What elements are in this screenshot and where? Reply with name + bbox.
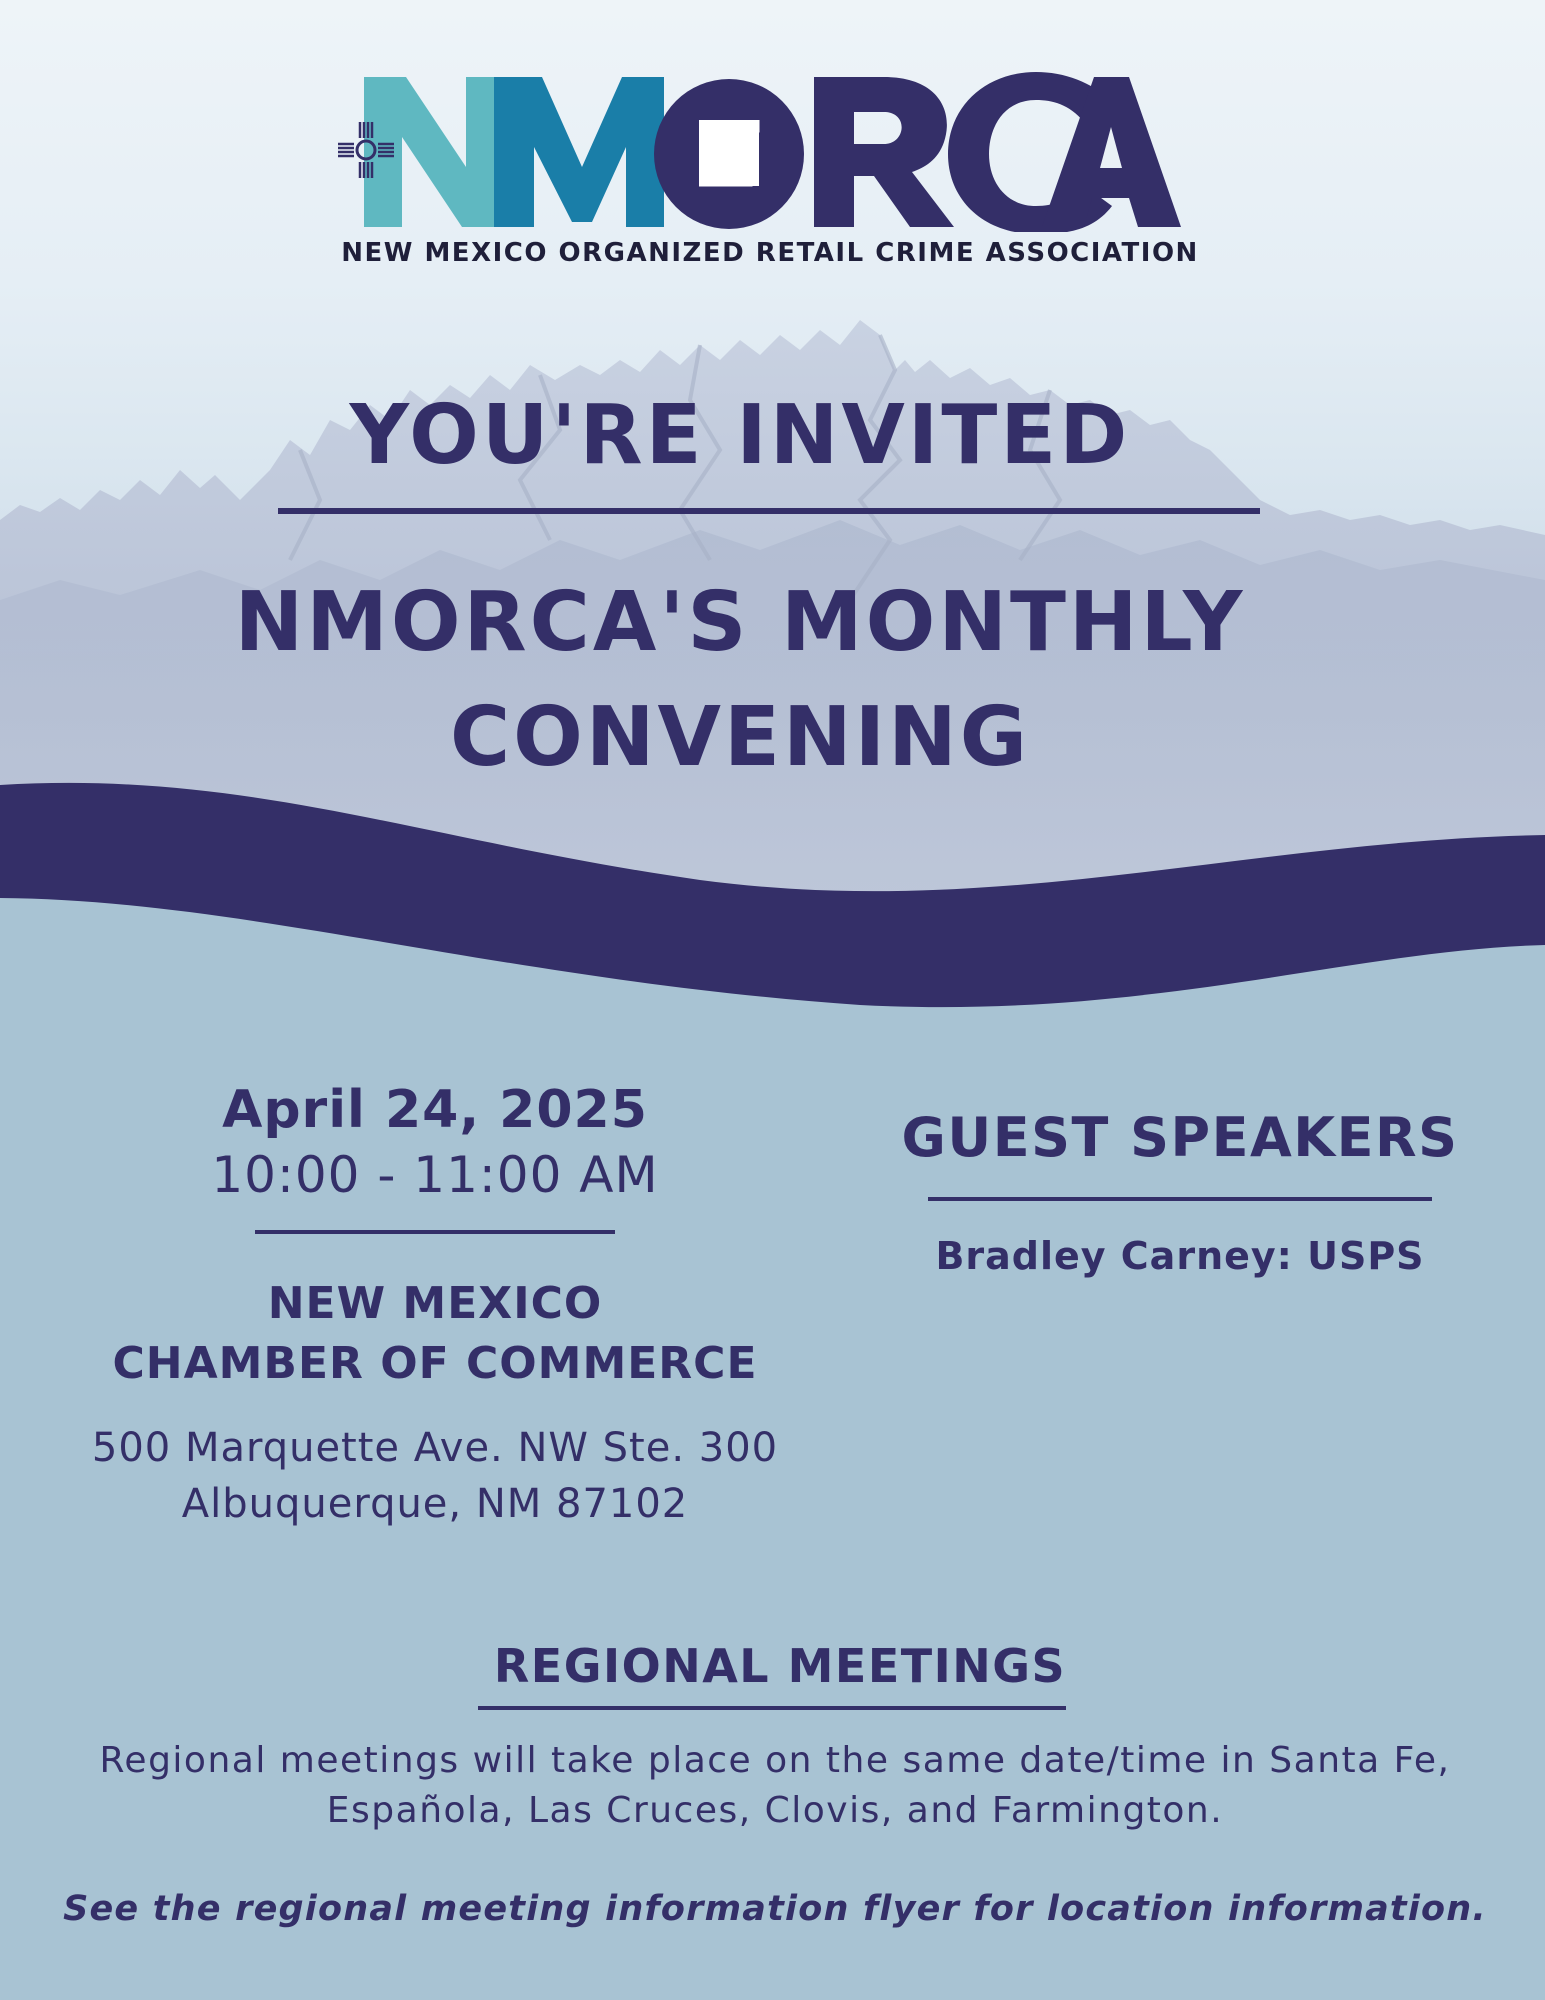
date-divider <box>255 1230 615 1234</box>
logo-wordmark <box>364 72 1184 232</box>
venue-line2: CHAMBER OF COMMERCE <box>112 1338 758 1389</box>
event-title-line1: NMORCA'S MONTHLY <box>234 575 1246 670</box>
regional-meetings-body <box>40 1736 1510 1836</box>
nmorca-logo <box>364 72 1184 232</box>
guest-speakers <box>900 1105 1460 1281</box>
event-details <box>40 1080 830 1532</box>
venue-line1: NEW MEXICO <box>267 1278 603 1329</box>
event-title <box>0 565 1480 795</box>
event-date: April 24, 2025 <box>222 1080 648 1140</box>
heading-divider <box>278 508 1260 514</box>
regional-meetings-title: REGIONAL MEETINGS <box>493 1639 1067 1693</box>
speaker-item: Bradley Carney: USPS <box>935 1234 1425 1278</box>
address-line1: 500 Marquette Ave. NW Ste. 300 <box>91 1425 779 1471</box>
logo-tagline: NEW MEXICO ORGANIZED RETAIL CRIME ASSOCIATION <box>341 238 1199 268</box>
guest-speakers-title: GUEST SPEAKERS <box>901 1106 1459 1169</box>
regional-divider <box>478 1706 1066 1710</box>
address-line2: Albuquerque, NM 87102 <box>181 1481 689 1527</box>
regional-body-line1: Regional meetings will take place on the same date/time in Santa Fe, <box>99 1740 1451 1781</box>
zia-sun-icon <box>336 120 396 180</box>
speakers-divider <box>928 1197 1432 1201</box>
regional-body-line2: Española, Las Cruces, Clovis, and Farmington. <box>326 1790 1224 1831</box>
spacer <box>40 1394 830 1420</box>
regional-flyer-note: See the regional meeting information flyer for location information. <box>63 1889 1487 1929</box>
event-time: 10:00 - 11:00 AM <box>211 1146 659 1204</box>
event-title-line2: CONVENING <box>449 690 1031 785</box>
invited-heading: YOU'RE INVITED <box>349 388 1131 483</box>
